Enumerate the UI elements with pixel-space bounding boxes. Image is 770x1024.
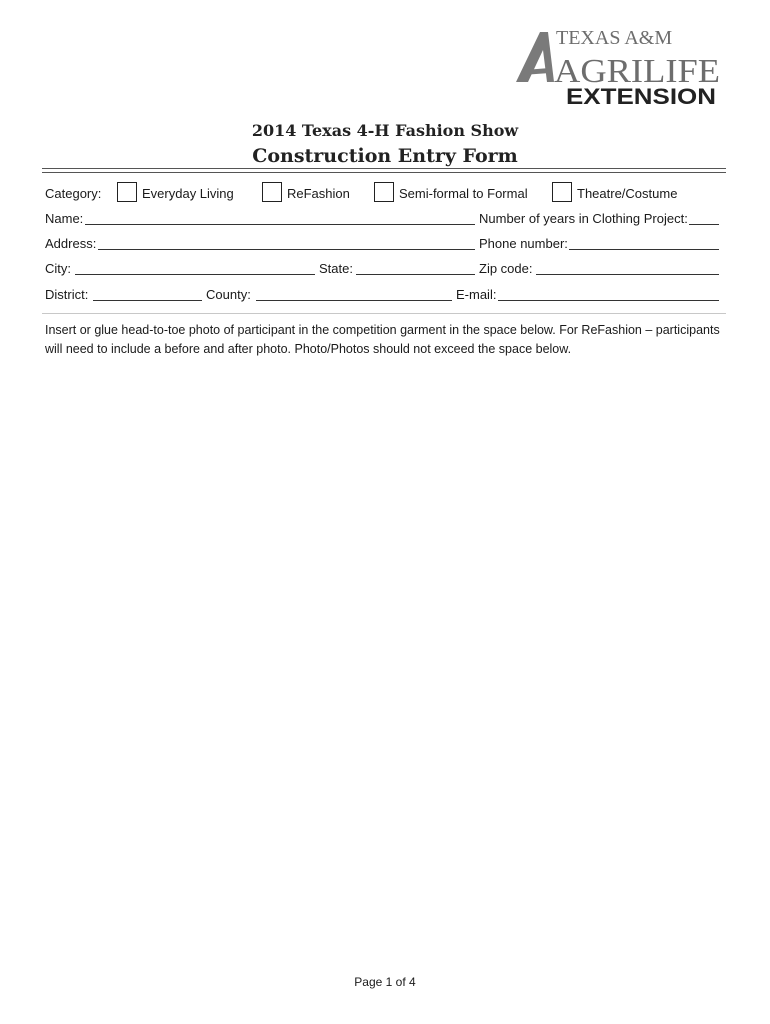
checkbox-refashion[interactable] — [262, 182, 282, 202]
logo-line2: AGRILIFE — [554, 53, 720, 90]
address-label: Address: — [45, 236, 97, 251]
logo-graphic — [514, 26, 720, 106]
state-label: State: — [319, 261, 353, 276]
district-field[interactable] — [93, 300, 202, 301]
address-field[interactable] — [98, 249, 475, 250]
zip-field[interactable] — [536, 274, 719, 275]
logo-line1: TEXAS A&M — [556, 27, 673, 49]
photo-area[interactable] — [42, 362, 726, 952]
form-subtitle: Construction Entry Form — [252, 145, 518, 167]
checkbox-semi-formal[interactable] — [374, 182, 394, 202]
city-label: City: — [45, 261, 71, 276]
category-label: Category: — [45, 186, 102, 201]
phone-label: Phone number: — [479, 236, 568, 251]
county-field[interactable] — [256, 300, 452, 301]
logo-line3: EXTENSION — [566, 84, 716, 106]
option-semi-formal: Semi-formal to Formal — [399, 186, 528, 201]
agrilife-extension-logo — [514, 26, 720, 106]
option-theatre-costume: Theatre/Costume — [577, 186, 678, 201]
name-field[interactable] — [85, 224, 475, 225]
page-number: Page 1 of 4 — [354, 975, 416, 989]
logo-a-glyph — [516, 32, 554, 82]
years-field[interactable] — [689, 224, 719, 225]
form-title: 2014 Texas 4-H Fashion Show — [251, 121, 519, 140]
photo-instructions: Insert or glue head-to-toe photo of participant in the competition garment in the space below. For ReFashion – participants will need to include a before and after photo. Photo/Photos should not exceed the space below. — [45, 323, 720, 356]
state-field[interactable] — [356, 274, 475, 275]
county-label: County: — [206, 287, 251, 302]
email-field[interactable] — [498, 300, 719, 301]
district-label: District: — [45, 287, 89, 302]
title-divider — [42, 168, 726, 173]
phone-field[interactable] — [569, 249, 719, 250]
checkbox-theatre-costume[interactable] — [552, 182, 572, 202]
option-refashion: ReFashion — [287, 186, 350, 201]
zip-label: Zip code: — [479, 261, 533, 276]
city-field[interactable] — [75, 274, 315, 275]
section-divider — [42, 313, 726, 314]
option-everyday-living: Everyday Living — [142, 186, 234, 201]
name-label: Name: — [45, 211, 84, 226]
email-label: E-mail: — [456, 287, 497, 302]
checkbox-everyday-living[interactable] — [117, 182, 137, 202]
years-label: Number of years in Clothing Project: — [479, 211, 688, 226]
